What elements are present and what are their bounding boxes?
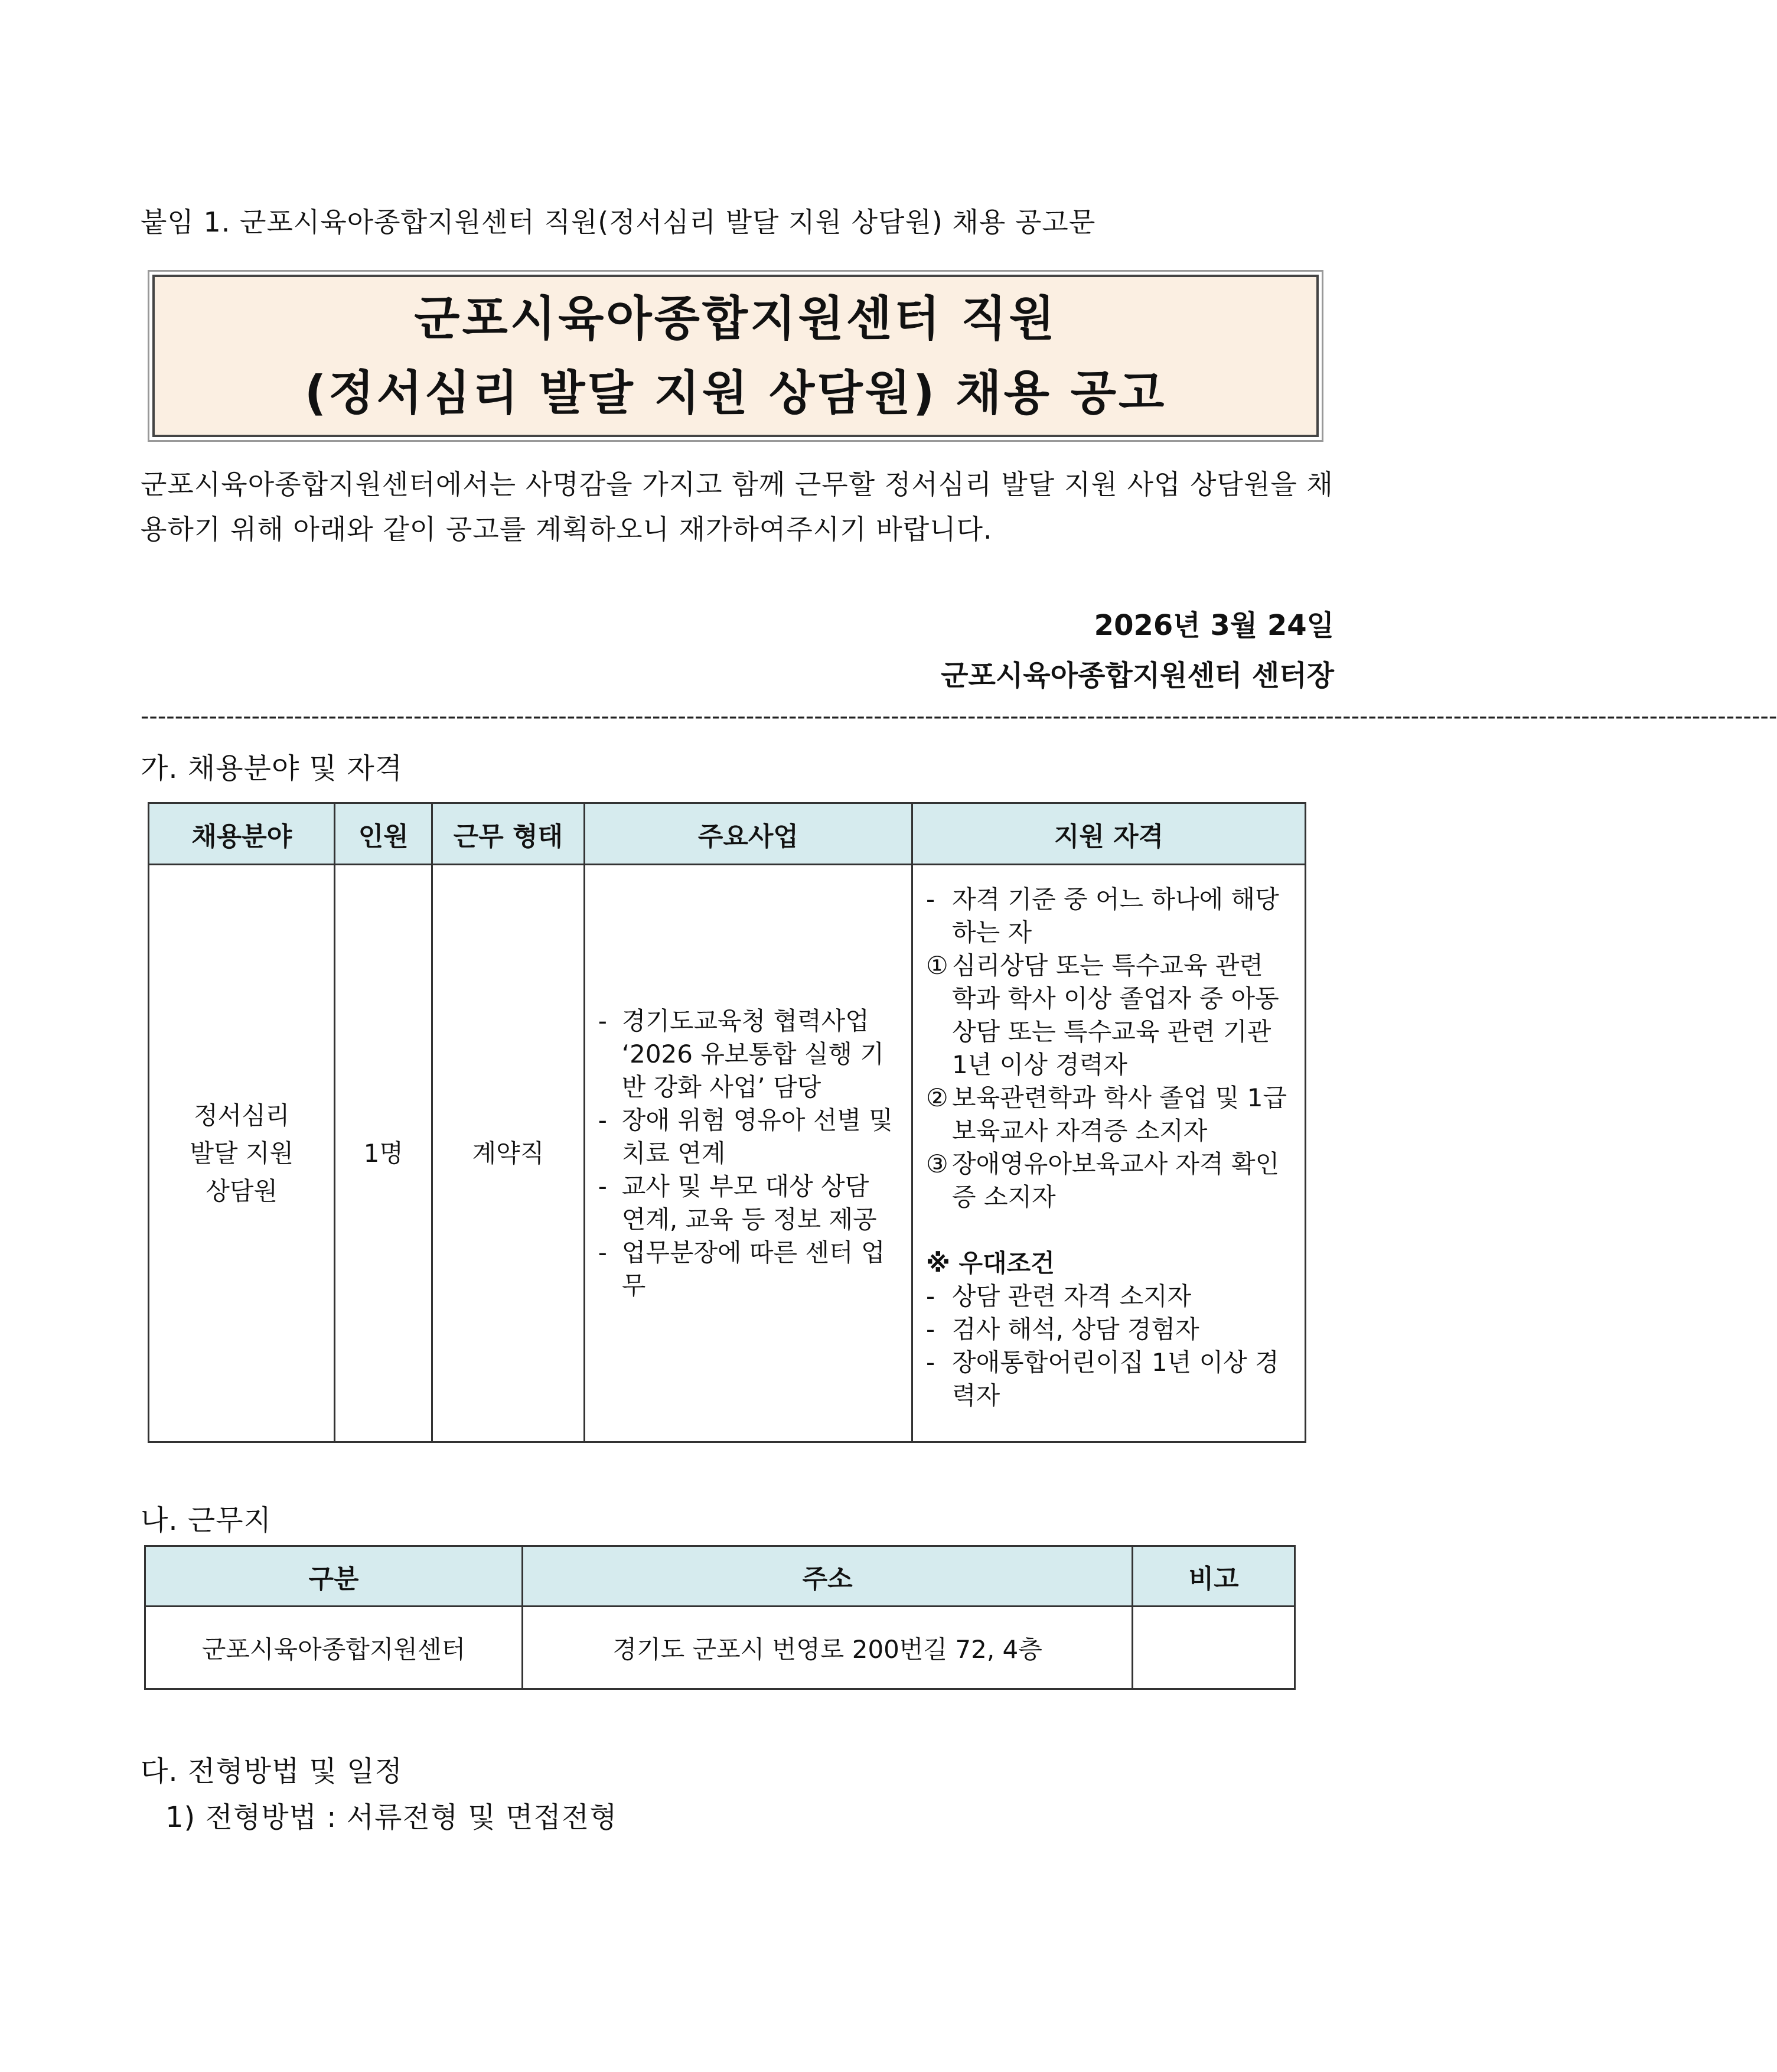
table-header-row bbox=[145, 1546, 1295, 1607]
announcement-date: 2026년 3월 24일 bbox=[1094, 609, 1334, 642]
table-row bbox=[149, 865, 1306, 1442]
list-item: - 교사 및 부모 대상 상담 연계, 교육 등 정보 제공 bbox=[598, 1171, 877, 1234]
title-line-2: (정서심리 발달 지원 상담원) 채용 공고 bbox=[304, 365, 1167, 421]
list-item: - 상담 관련 자격 소지자 bbox=[926, 1282, 1192, 1311]
list-item: ② 보육관련학과 학사 졸업 및 1급 보육교사 자격증 소지자 bbox=[926, 1083, 1287, 1145]
field-cell bbox=[149, 865, 335, 1442]
header-main-business: 주요사업 bbox=[584, 803, 912, 865]
header-headcount: 인원 bbox=[335, 803, 432, 865]
list-item: - 자격 기준 중 어느 하나에 해당하는 자 bbox=[926, 885, 1279, 947]
header-address: 주소 bbox=[522, 1546, 1132, 1607]
list-item: - 장애통합어린이집 1년 이상 경력자 bbox=[926, 1348, 1279, 1410]
table-header-row bbox=[149, 803, 1306, 865]
list-item: - 장애 위험 영유아 선별 및 치료 연계 bbox=[598, 1105, 893, 1168]
dashed-divider: ------------------------------------------------------------------------------------------------------------------------------------------------------------------------------------------------ bbox=[141, 703, 1777, 730]
list-item: ③ 장애영유아보육교사 자격 확인증 소지자 bbox=[926, 1149, 1280, 1211]
list-item: ① 심리상담 또는 특수교육 관련 학과 학사 이상 졸업자 중 아동상담 또는 특수교육 관련 기관 1년 이상 경력자 bbox=[926, 951, 1279, 1079]
qualification-cell bbox=[912, 865, 1306, 1442]
announcing-organization: 군포시육아종합지원센터 센터장 bbox=[941, 659, 1334, 692]
header-division: 구분 bbox=[145, 1546, 523, 1607]
section-ga-heading: 가. 채용분야 및 자격 bbox=[141, 752, 403, 785]
workplace-name-cell: 군포시육아종합지원센터 bbox=[145, 1607, 523, 1689]
header-note: 비고 bbox=[1133, 1546, 1295, 1607]
section-na-heading: 나. 근무지 bbox=[141, 1504, 272, 1537]
intro-paragraph: 군포시육아종합지원센터에서는 사명감을 가지고 함께 근무할 정서심리 발달 지원 사업 상담원을 채용하기 위해 아래와 같이 공고를 계획하오니 재가하여주시기 바랍니다. bbox=[141, 468, 1333, 545]
section-da-heading: 다. 전형방법 및 일정 bbox=[141, 1755, 403, 1788]
list-item: - 검사 해석, 상담 경험자 bbox=[926, 1315, 1199, 1344]
recruitment-table bbox=[148, 802, 1306, 1443]
business-cell bbox=[584, 865, 912, 1442]
business-list bbox=[598, 1005, 899, 1302]
selection-method: 1) 전형방법 : 서류전형 및 면접전형 bbox=[165, 1801, 618, 1834]
field-line: 상담원 bbox=[206, 1176, 278, 1206]
table-row bbox=[145, 1607, 1295, 1689]
field-line: 정서심리 bbox=[194, 1100, 290, 1130]
work-type-cell: 계약직 bbox=[432, 865, 585, 1442]
workplace-note-cell bbox=[1133, 1607, 1295, 1689]
title-box bbox=[152, 275, 1319, 437]
attachment-line: 붙임 1. 군포시육아종합지원센터 직원(정서심리 발달 지원 상담원) 채용 공고문 bbox=[141, 206, 1096, 238]
workplace-table bbox=[144, 1545, 1296, 1690]
preference-title: ※ 우대조건 bbox=[926, 1249, 1055, 1278]
header-field: 채용분야 bbox=[149, 803, 335, 865]
header-qualifications: 지원 자격 bbox=[912, 803, 1306, 865]
list-item: - 경기도교육청 협력사업 ‘2026 유보통합 실행 기반 강화 사업’ 담당 bbox=[598, 1006, 885, 1102]
header-work-type: 근무 형태 bbox=[432, 803, 585, 865]
field-line: 발달 지원 bbox=[190, 1138, 294, 1168]
workplace-address-cell: 경기도 군포시 번영로 200번길 72, 4층 bbox=[522, 1607, 1132, 1689]
list-item: - 업무분장에 따른 센터 업무 bbox=[598, 1237, 885, 1300]
title-line-1: 군포시육아종합지원센터 직원 bbox=[414, 291, 1057, 346]
headcount-cell: 1명 bbox=[335, 865, 432, 1442]
